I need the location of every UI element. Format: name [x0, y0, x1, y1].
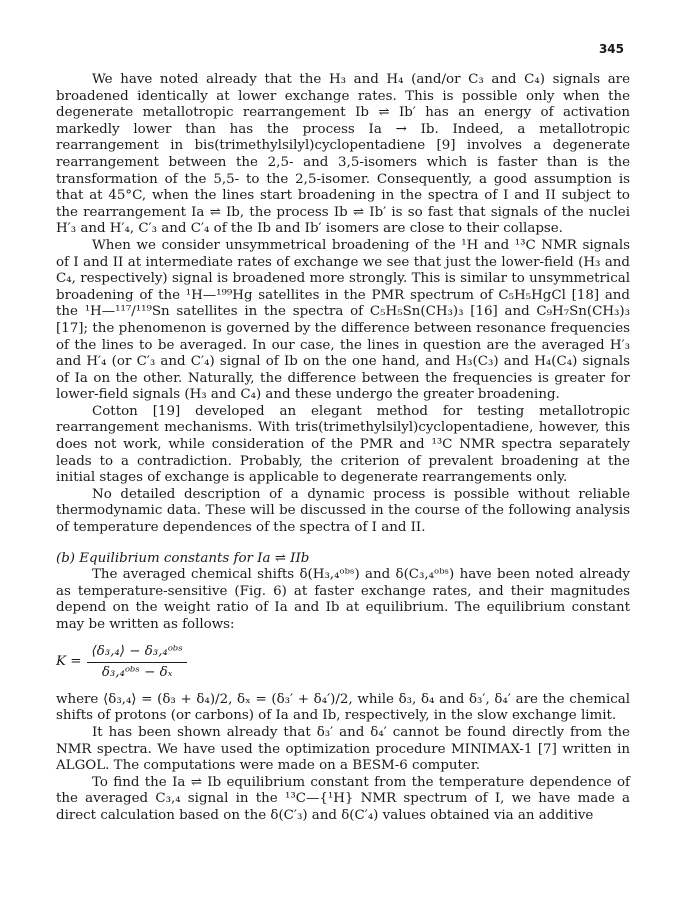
paragraph-4: No detailed description of a dynamic process is possible without reliable thermodynamic data. These will be discussed in the course of the following analysis of temperature dependences of the spectra of I and II. [56, 486, 630, 536]
equation-numerator: ⟨δ₃,₄⟩ − δ₃,₄ᵒᵇˢ [87, 644, 186, 664]
closing-paragraph-1: It has been shown already that δ₃′ and δ₄′ cannot be found directly from the NMR spectra. We have used the optimization procedure MINIMAX-1 [7] written in ALGOL. The computations were made on a BESM-6 computer. [56, 724, 630, 774]
section-paragraph: The averaged chemical shifts δ(H₃,₄ᵒᵇˢ) and δ(C₃,₄ᵒᵇˢ) have been noted already as temperature-sensitive (Fig. 6) at faster exchange rates, and their magnitudes depend on the weight ratio of Ia and Ib at equilibrium. The equilibrium constant may be written as follows: [56, 567, 630, 632]
paragraph-1: We have noted already that the H₃ and H₄ (and/or C₃ and C₄) signals are broadened identically at lower exchange rates. This is possible only when the degenerate metallotropic rearrangement Ib ⇌ Ib′ has an energy of activation markedly lower than has the process Ia → Ib. Indeed, a metallotropic rearrangement in bis(trimethylsilyl)cyclopentadiene [9] involves a degenerate rearrangement between the 2,5- and 3,5-isomers which is faster than is the transformation of the 5,5- to the 2,5-isomer. Consequently, a good assumption is that at 45°C, when the lines start broadening in the spectra of I and II subject to the rearrangement Ia ⇌ Ib, the process Ib ⇌ Ib′ is so fast that signals of the nuclei H′₃ and H′₄, C′₃ and C′₄ of the Ib and Ib′ isomers are close to their collapse. [56, 72, 630, 237]
section-heading: (b) Equilibrium constants for Ia ⇌ IIb [56, 550, 310, 566]
equation-denominator: δ₃,₄ᵒᵇˢ − δₓ [101, 665, 173, 681]
page-number: 345 [598, 42, 624, 56]
paragraph-3: Cotton [19] developed an elegant method for testing metallotropic rearrangement mechanisms. With tris(trimethylsilyl)cyclopentadiene, however, this does not work, while consideration of the PMR and ¹³C NMR spectra separately leads to a contradiction. Probably, the criterion of prevalent broadening at the initial stages of exchange is applicable to degenerate rearrangements only. [56, 403, 630, 486]
article-body [56, 72, 630, 825]
closing-paragraph-2: To find the Ia ⇌ Ib equilibrium constant from the temperature dependence of the averaged C₃,₄ signal in the ¹³C—{¹H} NMR spectrum of I, we have made a direct calculation based on the δ(C′₃) and δ(C′₄) values obtained via an additive [56, 774, 630, 823]
equilibrium-equation [56, 644, 630, 682]
equation-lhs: K = [56, 654, 82, 670]
equation-explanation: where ⟨δ₃,₄⟩ = (δ₃ + δ₄)/2, δₓ = (δ₃′ + δ₄′)/2, while δ₃, δ₄ and δ₃′, δ₄′ are the chemical shifts of protons (or carbons) of Ia and Ib, respectively, in the slow exchange limit. [56, 691, 630, 724]
equation-fraction [87, 644, 186, 682]
paragraph-2: When we consider unsymmetrical broadening of the ¹H and ¹³C NMR signals of I and II at intermediate rates of exchange we see that just the lower-field (H₃ and C₄, respectively) signal is broadened more strongly. This is similar to unsymmetrical broadening of the ¹H—¹⁹⁹Hg satellites in the PMR spectrum of C₅H₅HgCl [18] and the ¹H—¹¹⁷/¹¹⁹Sn satellites in the spectra of C₅H₅Sn(CH₃)₃ [16] and C₉H₇Sn(CH₃)₃ [17]; the phenomenon is governed by the difference between resonance frequencies of the lines to be averaged. In our case, the lines in question are the averaged H′₃ and H′₄ (or C′₃ and C′₄) signal of Ib on the one hand, and H₃(C₃) and H₄(C₄) signals of Ia on the other. Naturally, the difference between the frequencies is greater for lower-field signals (H₃ and C₄) and these undergo the greater broadening. [56, 237, 630, 403]
